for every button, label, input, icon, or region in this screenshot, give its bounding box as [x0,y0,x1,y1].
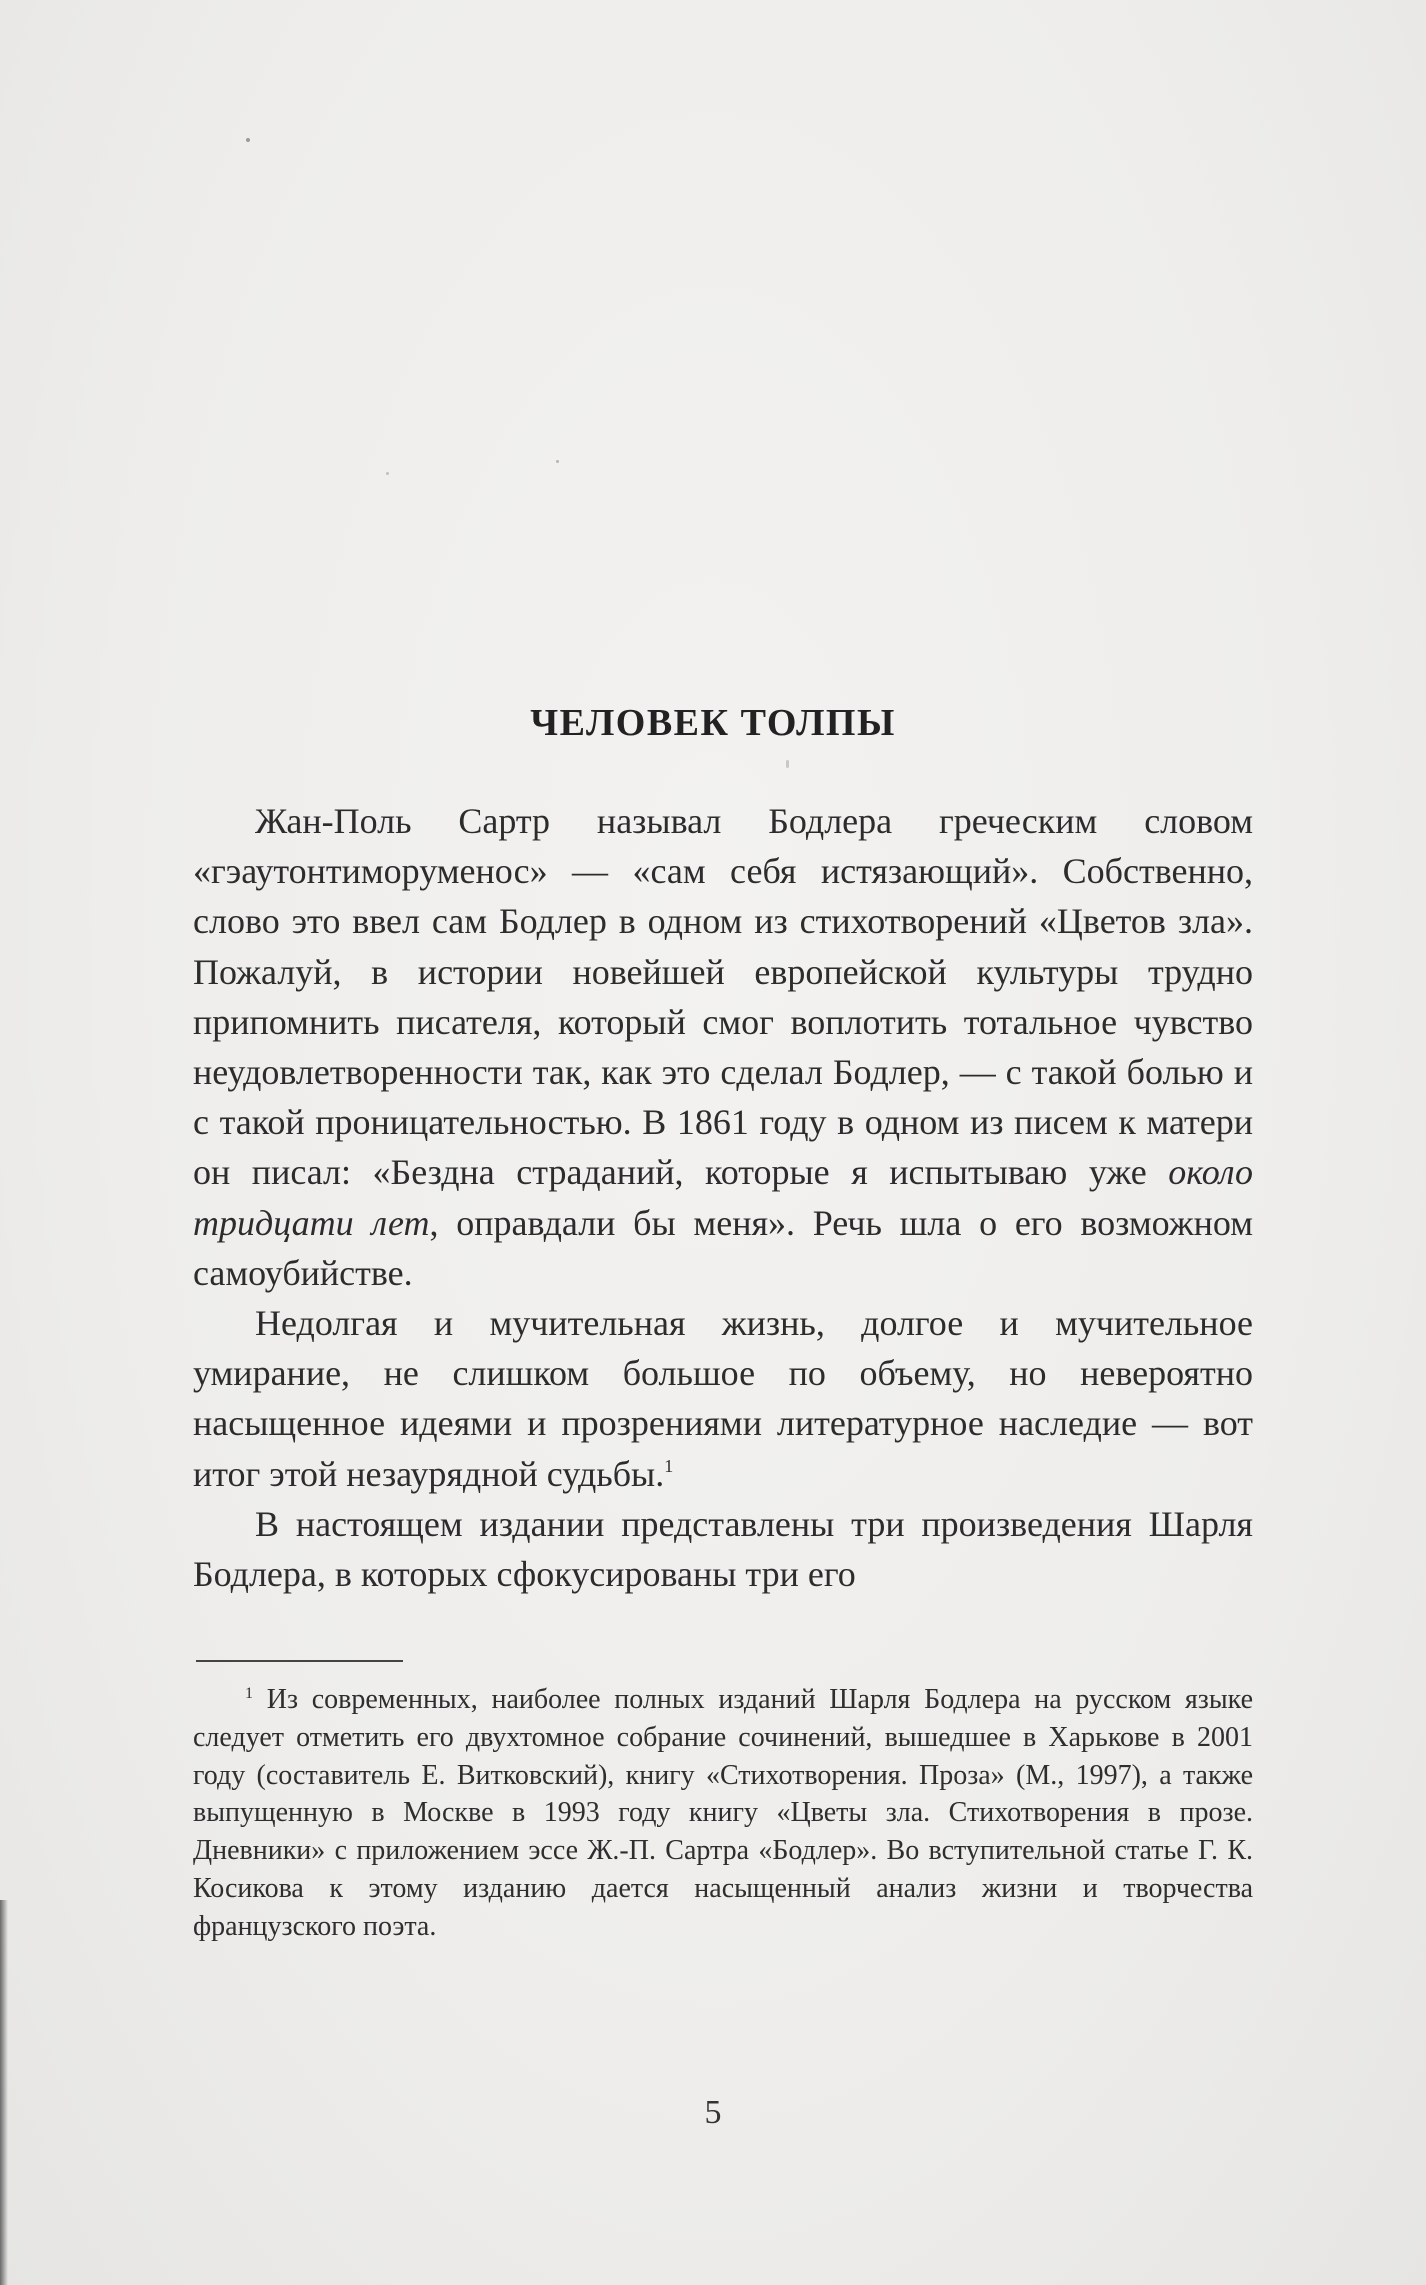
footnote-text: Из современных, наиболее полных изданий Шарля Бодлера на русском языке следует отметить его двухтомное собрание сочинений, вышедшее в Харькове в 2001 году (составитель Е. Витковский), книгу «Стихотворения. Проза» (М., 1997), а также выпущенную в Москве в 1993 году книгу «Цветы зла. Стихотворения в прозе. Дневники» с приложением эссе Ж.-П. Сартра «Бодлер». Во вступительной статье Г. К. Косикова к этому изданию дается насыщенный анализ жизни и творчества французского поэта. [193,1684,1254,1942]
chapter-title: ЧЕЛОВЕК ТОЛПЫ [530,702,896,745]
footnote [193,1681,1253,1946]
paper-speck [786,760,789,768]
page-number: 5 [704,2094,722,2131]
footnote-marker: 1 [245,1685,253,1702]
paper-speck [556,460,559,463]
footnote-reference[interactable]: 1 [664,1455,674,1476]
paper-speck [246,138,250,142]
paper-speck [386,472,389,475]
paragraph-2: Недолгая и мучительная жизнь, долгое и мучительное умирание, не слишком большое по объему, но невероятно насыщенное идеями и прозрениями литературное наследие — вот итог этой незаурядной судьбы.$^1$ [193,1303,1253,1494]
paragraph-1: Жан-Поль Сартр называл Бодлера греческим словом «гэаутонтиморуменос» — «сам себя истязающий». Собственно, слово это ввел сам Бодлер в одном из стихотворений «Цветов зла». Пожалуй, в истории новейшей европейской культуры трудно припомнить писателя, который смог воплотить тотальное чувство неудовлетворенности так, как это сделал Бодлер, — с такой болью и с такой проницательностью. В 1861 году в одном из писем к матери он писал: «Бездна страданий, которые я испытываю уже около тридцати лет, оправдали бы меня». Речь шла о его возможном самоубийстве. [193,801,1253,1293]
italic-phrase: около тридцати лет [193,1152,1253,1243]
footnote-divider [196,1660,403,1662]
binding-edge-shadow [0,1900,8,2285]
paragraph-3: В настоящем издании представлены три произведения Шарля Бодлера, в которых сфокусированы три его [193,1503,1253,1595]
body-text [193,796,1253,1599]
